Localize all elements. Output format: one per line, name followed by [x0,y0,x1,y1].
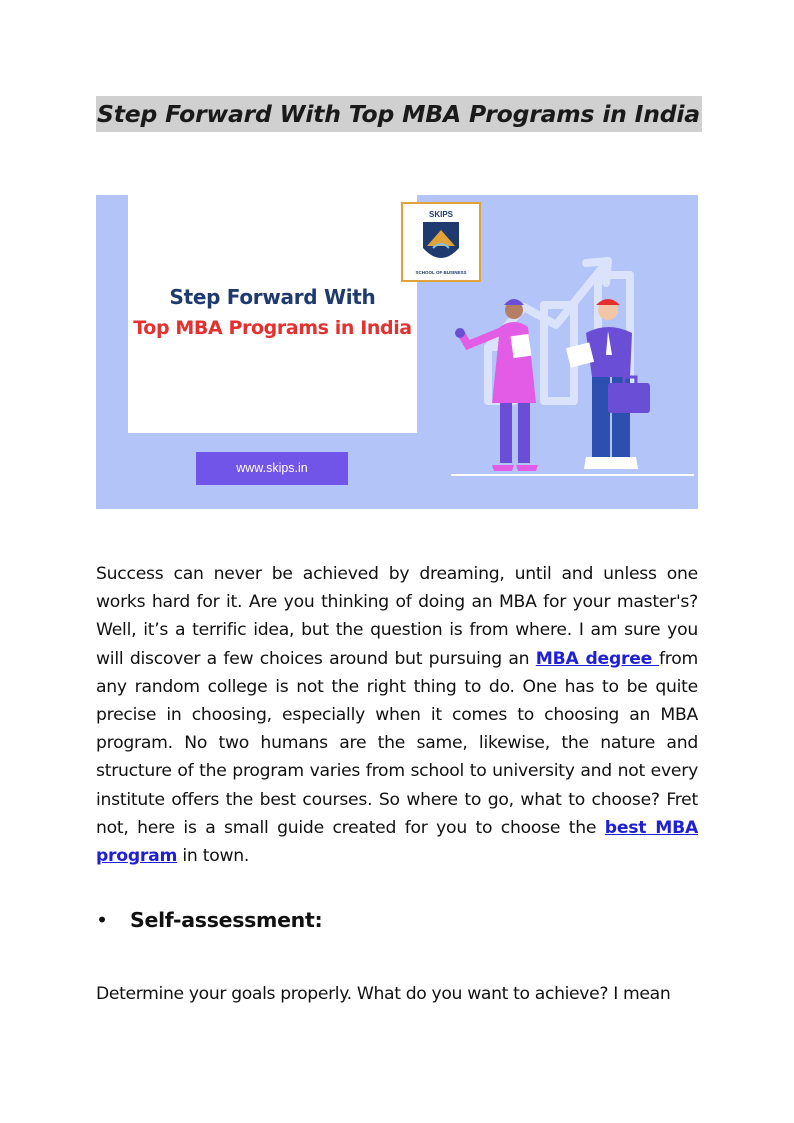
self-assessment-paragraph: Determine your goals properly. What do you want to achieve? I mean [96,984,671,1004]
logo-top-text: SKIPS [428,210,453,219]
intro-text-3: in town. [177,846,250,867]
banner-heading: Step Forward With [169,285,376,309]
business-people-illustration [446,235,696,485]
hero-banner [96,195,698,509]
bullet-heading-text: Self-assessment: [130,908,323,932]
self-assessment-heading [96,908,322,932]
website-button[interactable]: www.skips.in [196,452,348,485]
document-title: Step Forward With Top MBA Programs in India [96,96,702,132]
logo-bottom-text: SCHOOL OF BUSINESS [415,270,467,275]
intro-text-2: from any random college is not the right thing to do. One has to be quite precise in choosing, especially when it comes to choosing an MBA program. No two humans are the same, likewise, the nature and structure of the program varies from school to university and not every institute offers the best courses. So where to go, what to choose? Fret not, here is a small guide created for you to choose the [96,648,698,838]
intro-text-1: Success can never be achieved by dreaming, until and unless one works hard for it. Are you thinking of doing an MBA for your master's? Well, it’s a terrific idea, but the question is from where. I am sure you will discover a few choices around but pursuing an [96,564,698,669]
mba-degree-link[interactable]: MBA degree [535,648,659,669]
intro-paragraph [96,560,698,870]
banner-text-card [128,195,417,433]
best-mba-program-link[interactable]: best MBA program [96,817,698,867]
banner-subheading: Top MBA Programs in India [133,317,412,339]
bullet-symbol: • [96,908,108,932]
